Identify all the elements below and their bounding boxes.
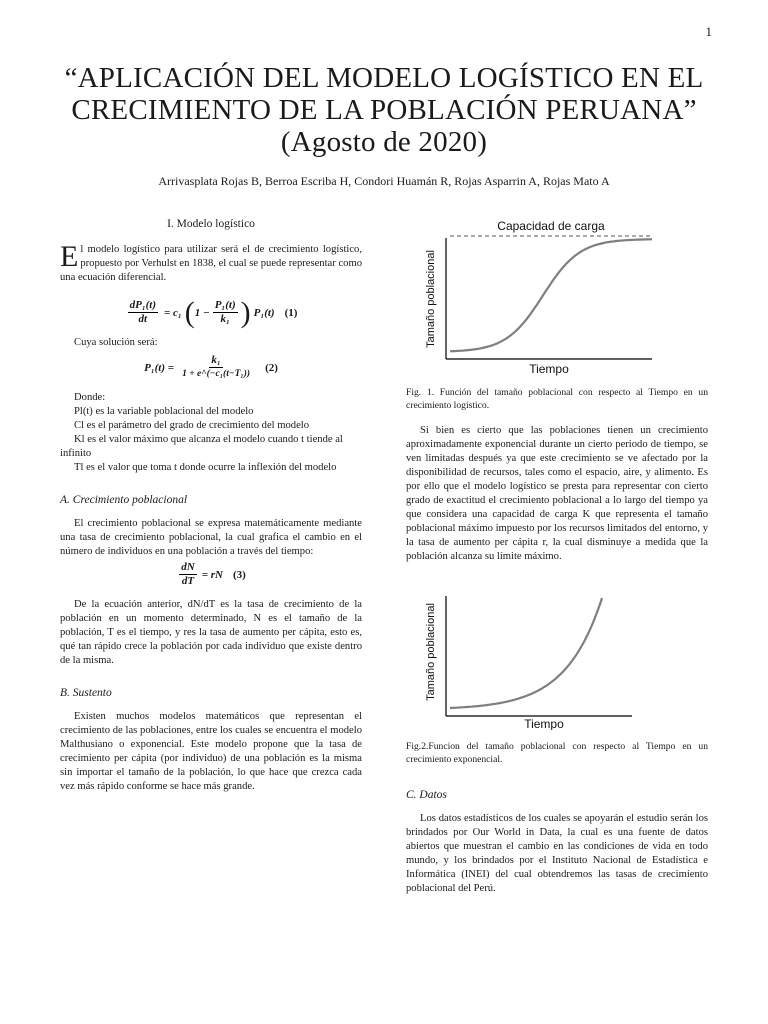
eq1-one: 1 − — [194, 306, 210, 319]
drop-cap: E — [60, 240, 79, 273]
eq1-lhs-num: dP₁(t) — [129, 299, 157, 311]
equation-1: $\frac{\text{dP₁(t)}}{dt}$ = c₁ ( 1 − $\frac{\text{P₁(t)}}{\text{k₁}}$ ) P₁(t) (1) — [129, 295, 298, 329]
def-kl: Kl es el valor máximo que alcanza el modelo cuando t tiende al infinito — [60, 434, 343, 459]
carrying-capacity-label: Capacidad de carga — [497, 219, 605, 233]
def-cl: Cl es el parámetro del grado de crecimiento del modelo — [74, 420, 310, 431]
eq1-tail: P₁(t) — [253, 306, 275, 319]
left-column — [60, 217, 362, 794]
equation-3 — [60, 561, 362, 588]
right-column — [406, 214, 708, 896]
figure-1-caption: Fig. 1. Función del tamaño poblacional con respecto al Tiempo en un crecimiento logístico. — [406, 387, 708, 411]
eq2-den: 1 + e^(−c₁(t−T₁)) — [182, 369, 251, 379]
logistic-curve — [450, 239, 652, 351]
eq3-den: dT — [181, 575, 195, 587]
equation-2 — [60, 354, 362, 381]
sustento-paragraph: Existen muchos modelos matemáticos que representan el crecimiento de las poblaciones, entre los cuales se encuentra el modelo Malthusiano o exponencial. Este modelo propone que la tasa de crecimiento per cápita (por individuo) de una población es la misma sin importar el tamaño de la población, lo que hace que crezca cada vez más rápido conforme se hace más grande. — [60, 711, 362, 792]
eq1-inner-num: P₁(t) — [214, 299, 236, 311]
fig2-y-axis-label: Tamaño poblacional — [425, 603, 437, 701]
eq2-num: k₁ — [211, 354, 221, 366]
right-paragraph-logistic: Si bien es cierto que las poblaciones tienen un crecimiento aproximadamente exponencial durante un cierto periodo de tiempo, se ven limitadas después ya que este crecimiento se ve afectado por la disponibilidad de recursos, tales como el espacio, aire, y alimento. Es por ello que el modelo logístico se presta para representar con cierto grado de exactitud el crecimiento poblacional a lo largo del tiempo ya que considera una capacidad de carga K que representa el tamaño poblacional máximo impuesto por los recursos limitados del entorno, y la tasa de aumento per cápita r, la cual disminuye a medida que la población alcanza su límite máximo. — [406, 425, 708, 562]
figure-1 — [406, 214, 708, 412]
datos-paragraph: Los datos estadísticos de los cuales se apoyarán el estudio serán los brindados por Our World in Data, la cual es una fuente de datos abiertos que muestran el cambio en las condiciones de vida en todo mundo, y los brindados por el Instituto Nacional de Estadística e Informática (INEI) del cual obtendremos las tasas de crecimiento poblacional del Perú. — [406, 813, 708, 894]
eq3-number: (3) — [232, 568, 246, 581]
section-heading-crecimiento: A. Crecimiento poblacional — [60, 494, 188, 506]
eq3-num: dN — [181, 561, 195, 573]
logistic-curve-chart — [406, 214, 708, 376]
eq1-lhs-den: dt — [138, 313, 148, 325]
eq2-lhs: P₁(t) = — [144, 361, 175, 374]
paper-title: “APLICACIÓN DEL MODELO LOGÍSTICO EN EL CRECIMIENTO DE LA POBLACIÓN PERUANA” (Agosto de 2020) — [64, 62, 704, 158]
crecimiento-paragraph-2: De la ecuación anterior, dN/dT es la tasa de crecimiento de la población en un momento determinado, N es el tamaño de la población, T es el tiempo, y res la tasa de aumento per cápita, esto es, qué tan rápido crece la población por cada individuo que existe dentro de la misma. — [60, 599, 362, 666]
definitions — [60, 391, 362, 475]
eq1-coef: = c₁ — [164, 306, 182, 319]
exponential-curve — [450, 598, 602, 708]
author-list: Arrivasplata Rojas B, Berroa Escriba H, Condori Huamán R, Rojas Asparrin A, Rojas Mato A — [158, 174, 610, 188]
eq3-rhs: = rN — [201, 568, 223, 581]
intro-text: l modelo logístico para utilizar será el de crecimiento logístico, propuesto por Verhulst en 1838, el cual se puede representar como una ecuación diferencial. — [60, 244, 362, 283]
solution-label: Cuya solución será: — [74, 337, 158, 348]
figure-2-caption: Fig.2.Funcion del tamaño poblacional con respecto al Tiempo en un crecimiento exponencial. — [406, 741, 708, 765]
figure-2 — [406, 592, 708, 766]
fig2-x-axis-label: Tiempo — [524, 717, 564, 730]
crecimiento-paragraph-1: El crecimiento poblacional se expresa matemáticamente mediante una tasa de crecimiento poblacional, la cual grafica el cambio en el número de individuos en una población a través del tiempo: — [60, 518, 362, 557]
section-heading-datos: C. Datos — [406, 789, 447, 801]
def-tl: Tl es el valor que toma t donde ocurre la inflexión del modelo — [74, 462, 337, 473]
section-heading-sustento: B. Sustento — [60, 687, 112, 699]
eq1-number: (1) — [284, 306, 298, 319]
def-pl: Pl(t) es la variable poblacional del modelo — [74, 406, 254, 417]
section-heading-modelo: I. Modelo logístico — [167, 218, 255, 230]
eq1-inner-den: k₁ — [220, 313, 230, 325]
intro-paragraph — [60, 240, 362, 285]
fig1-x-axis-label: Tiempo — [529, 362, 569, 376]
exponential-curve-chart — [406, 592, 708, 730]
fig1-y-axis-label: Tamaño poblacional — [425, 250, 437, 348]
where-label: Donde: — [74, 392, 106, 403]
eq2-number: (2) — [265, 361, 278, 374]
page-number: 1 — [705, 24, 712, 39]
